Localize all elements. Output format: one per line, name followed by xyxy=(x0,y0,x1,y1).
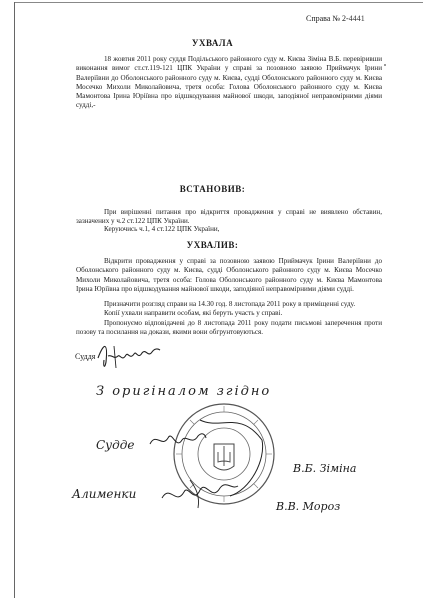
established-paragraph: При вирішенні питання про відкриття провадження у справі не виявлено обставин, зазначених у ч.2 ст.122 ЦПК України. xyxy=(76,208,382,226)
scan-speck xyxy=(384,64,386,66)
guided-paragraph: Керуючись ч.1, 4 ст.122 ЦПК України, xyxy=(104,225,220,233)
copy-conformity-note: З оригіналом згідно xyxy=(96,384,272,399)
judge-certification-signature xyxy=(148,426,208,454)
decision-hearing-date: Призначити розгляд справи на 14.30 год. 8 листопада 2011 року в приміщенні суду. xyxy=(104,300,356,308)
document-title: УХВАЛА xyxy=(191,38,234,48)
sign-word-clerk: Алименки xyxy=(72,487,137,501)
judge-signature-image xyxy=(94,338,166,372)
decided-heading: УХВАЛИВ: xyxy=(186,240,239,250)
intro-paragraph: 18 жовтня 2011 року суддя Подільського районного суду м. Києва Зіміна В.Б. перевіривши виконання вимог ст.ст.119-121 ЦПК України у справі за позовною заявою Приймачук Ірини Валеріївни до Оболонського районного суду м. Києва, судді Оболонського районного суду м. Києва Мосечко Михоли Миколайовича, третя особа: Голова Оболонського районного суду м. Києва Мамонтова Ірина Юріївна про відшкодування майнової шкоди, заподіяної неправомірними діями судді,- xyxy=(76,55,382,110)
judge-name: В.Б. Зіміна xyxy=(293,462,357,475)
case-number-value: 4441 xyxy=(348,14,365,23)
case-number-prefix: Справа № 2- xyxy=(306,14,349,23)
clerk-name: В.В. Мороз xyxy=(276,500,341,513)
scan-border-top xyxy=(14,2,423,3)
case-number xyxy=(306,14,365,23)
decision-open-proceedings: Відкрити провадження у справі за позовною заявою Приймачук Ірини Валеріївни до Оболонського районного суду м. Києва, судді Оболонського районного суду м. Києва Мосечко Михоли Миколайовича, третя особа: Голова Оболонського районного суду м. Києва Мамонтова Ірина Юріївна про відшкодування майнової шкоди, заподіяної неправомірними діями судді. xyxy=(76,257,382,293)
decision-list xyxy=(76,300,382,337)
clerk-signature xyxy=(160,476,240,510)
decision-objections: Пропонуємо відповідачеві до 8 листопада 2011 року подати письмові заперечення проти позову та посилання на докази, якими вони обгрунтовуються. xyxy=(76,318,382,336)
decision-send-copies: Копії ухвали направити особам, які беруть участь у справі. xyxy=(104,309,283,318)
established-heading: ВСТАНОВИВ: xyxy=(179,184,246,194)
scan-border-left xyxy=(14,2,15,598)
judge-label: Суддя xyxy=(75,352,96,361)
sign-word-judge: Судде xyxy=(96,438,135,452)
